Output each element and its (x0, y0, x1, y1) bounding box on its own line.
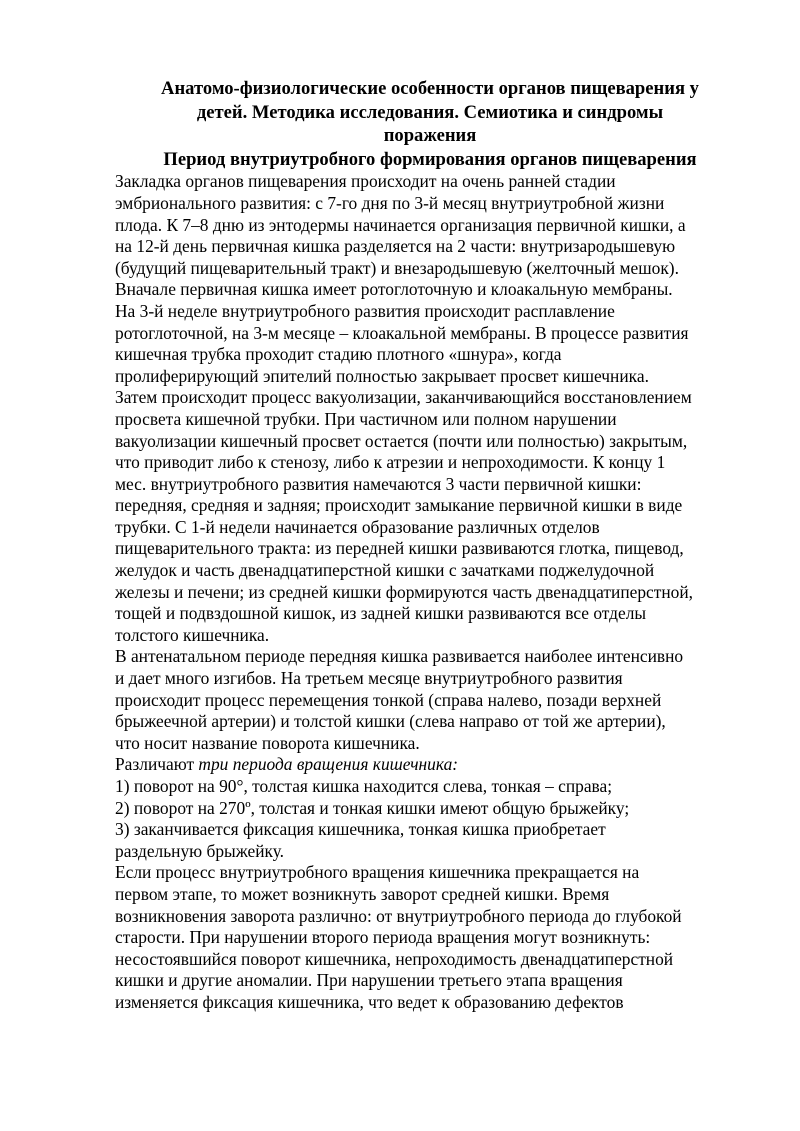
text-line: изменяется фиксация кишечника, что ведет к образованию дефектов (115, 991, 624, 1012)
list-item: 2) поворот на 270º, толстая и тонкая кишки имеют общую брыжейку; (115, 797, 630, 818)
text-line: тощей и подвздошной кишок, из задней кишки развиваются все отделы (115, 603, 647, 624)
text-line: происходит процесс перемещения тонкой (справа налево, позади верхней (115, 689, 662, 710)
list-item: 1) поворот на 90°, толстая кишка находится слева, тонкая – справа; (115, 776, 613, 796)
title-line: Анатомо-физиологические особенности органов пищеварения у (161, 78, 699, 99)
text-line: Затем происходит процесс вакуолизации, заканчивающийся восстановлением (115, 387, 692, 408)
text-line: на 12-й день первичная кишка разделяется на 2 части: внутризародышевую (115, 236, 676, 257)
text-line: просвета кишечной трубки. При частичном или полном нарушении (115, 408, 617, 429)
text-line: Вначале первичная кишка имеет ротоглоточную и клоакальную мембраны. (115, 279, 673, 300)
text-line: пищеварительного тракта: из передней кишки развиваются глотка, пищевод, (115, 538, 684, 559)
text-line: На 3-й неделе внутриутробного развития происходит расплавление (115, 300, 615, 321)
text-line: вакуолизации кишечный просвет остается (почти или полностью) закрытым, (115, 430, 688, 451)
periods-intro-italic: три периода вращения кишечника: (198, 754, 459, 775)
list-item: 3) заканчивается фиксация кишечника, тонкая кишка приобретает (115, 819, 606, 840)
text-line: пролиферирующий эпителий полностью закрывает просвет кишечника. (115, 365, 649, 386)
text-line: толстого кишечника. (115, 624, 270, 645)
text-line: мес. внутриутробного развития намечаются 3 части первичной кишки: (115, 473, 642, 494)
section-title: Период внутриутробного формирования органов пищеварения (163, 148, 697, 170)
text-line: железы и печени; из средней кишки формируются часть двенадцатиперстной, (115, 581, 694, 602)
text-line: плода. К 7–8 дню из энтодермы начинается организация первичной кишки, а (115, 214, 686, 235)
document-title (115, 77, 745, 148)
text-line: трубки. С 1-й недели начинается образование различных отделов (115, 516, 600, 537)
text-line: кишечная трубка проходит стадию плотного «шнура», когда (115, 344, 562, 365)
text-line: кишки и другие аномалии. При нарушении третьего этапа вращения (115, 970, 623, 991)
text-line: эмбрионального развития: с 7-го дня по 3-й месяц внутриутробной жизни (115, 192, 665, 213)
text-line: В антенатальном периоде передняя кишка развивается наиболее интенсивно (115, 646, 684, 667)
text-line: желудок и часть двенадцатиперстной кишки с зачатками поджелудочной (115, 560, 655, 581)
document-page (115, 77, 745, 1014)
text-line: ротоглоточной, на 3-м месяце – клоакальной мембраны. В процессе развития (115, 322, 689, 343)
text-line: несостоявшийся поворот кишечника, непроходимость двенадцатиперстной (115, 948, 674, 969)
text-line: что приводит либо к стенозу, либо к атрезии и непроходимости. К концу 1 (115, 452, 666, 473)
title-line: поражения (383, 125, 477, 147)
body-text (115, 171, 745, 1013)
text-line: Закладка органов пищеварения происходит на очень ранней стадии (115, 171, 616, 192)
title-line: детей. Методика исследования. Семиотика и синдромы (196, 101, 664, 123)
text-line: первом этапе, то может возникнуть заворот средней кишки. Время (115, 883, 610, 904)
text-line: возникновения заворота различно: от внутриутробного периода до глубокой (115, 905, 682, 926)
periods-intro-text: Различают (115, 754, 199, 775)
text-line: Если процесс внутриутробного вращения кишечника прекращается на (115, 862, 640, 883)
text-line: и дает много изгибов. На третьем месяце внутриутробного развития (115, 668, 623, 689)
text-line: старости. При нарушении второго периода вращения могут возникнуть: (115, 927, 651, 948)
text-line: (будущий пищеварительный тракт) и внезародышевую (желточный мешок). (115, 257, 679, 278)
text-line: передняя, средняя и задняя; происходит замыкание первичной кишки в виде (115, 495, 683, 516)
list-item: раздельную брыжейку. (115, 840, 285, 861)
periods-intro-line (115, 754, 745, 776)
text-line: что носит название поворота кишечника. (115, 732, 420, 753)
text-line: брыжеечной артерии) и толстой кишки (слева направо от той же артерии), (115, 711, 666, 732)
